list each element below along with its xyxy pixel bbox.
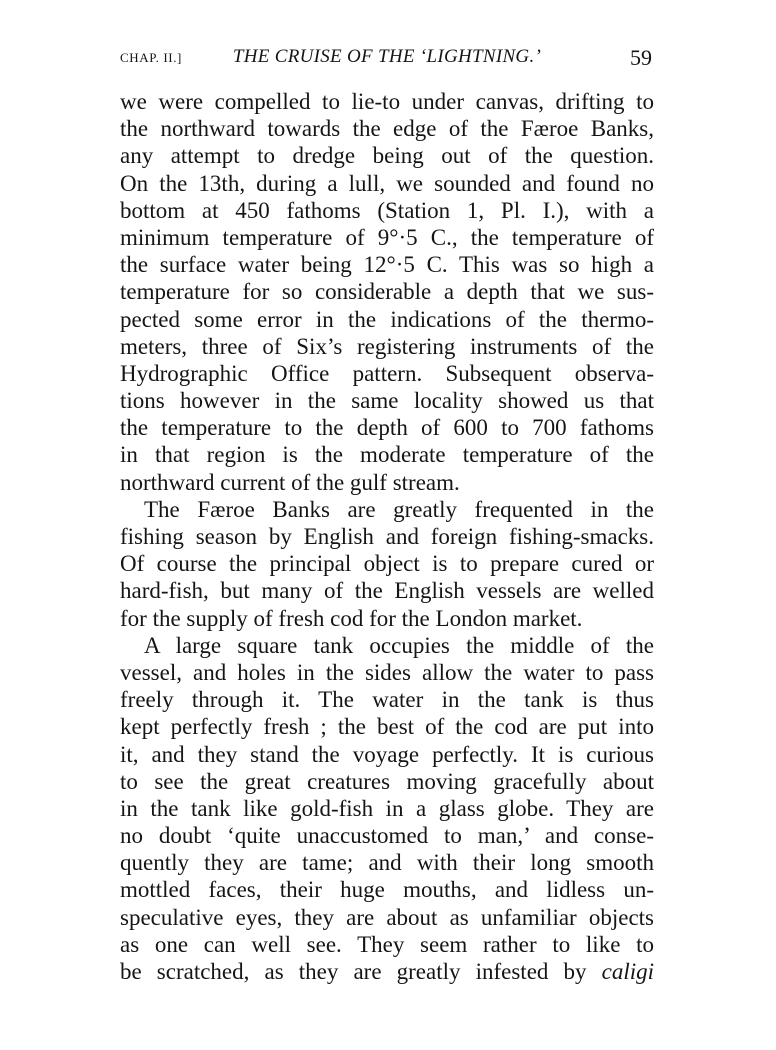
text-line: meters, three of Six’s registering instruments of the	[120, 333, 654, 359]
text-line: kept perfectly fresh ; the best of the cod are put into	[120, 714, 654, 740]
text-line: northward current of the gulf stream.	[120, 469, 460, 495]
chapter-label: CHAP. II.]	[120, 50, 182, 65]
paragraph-3	[120, 632, 654, 985]
text-line: A large square tank occupies the middle of the	[144, 632, 654, 658]
text-line: hard-fish, but many of the English vessels are welled	[120, 578, 654, 604]
text-line: for the supply of fresh cod for the London market.	[120, 605, 583, 631]
text-line: bottom at 450 fathoms (Station 1, Pl. I.), with a	[120, 197, 654, 223]
page-number: 59	[630, 45, 652, 70]
text-line-final-roman: be scratched, as they are greatly infested by	[120, 959, 587, 984]
text-line: speculative eyes, they are about as unfamiliar objects	[120, 904, 654, 930]
text-line: the temperature to the depth of 600 to 700 fathoms	[120, 415, 654, 441]
text-line: vessel, and holes in the sides allow the water to pass	[120, 659, 654, 685]
text-line: Of course the principal object is to prepare cured or	[120, 551, 654, 577]
text-line-final	[120, 958, 654, 985]
text-line: any attempt to dredge being out of the question.	[120, 143, 654, 169]
text-line: freely through it. The water in the tank is thus	[120, 687, 654, 713]
body-text	[120, 88, 654, 985]
running-header	[120, 46, 654, 74]
text-line: as one can well see. They seem rather to like to	[120, 931, 654, 957]
text-line: quently they are tame; and with their long smooth	[120, 850, 654, 876]
text-line: mottled faces, their huge mouths, and lidless un-	[120, 877, 654, 903]
text-line: to see the great creatures moving gracefully about	[120, 768, 654, 794]
text-line: minimum temperature of 9°·5 C., the temperature of	[120, 224, 654, 250]
text-line: no doubt ‘quite unaccustomed to man,’ and conse-	[120, 823, 654, 849]
text-line: pected some error in the indications of the thermo-	[120, 306, 654, 332]
text-line: the surface water being 12°·5 C. This was so high a	[120, 252, 654, 278]
text-line: fishing season by English and foreign fishing-smacks.	[120, 524, 654, 549]
text-line: it, and they stand the voyage perfectly. It is curious	[120, 741, 654, 767]
italic-word: caligi	[601, 959, 655, 984]
text-line: temperature for so considerable a depth that we sus-	[120, 279, 654, 305]
text-line: we were compelled to lie-to under canvas, drifting to	[120, 89, 654, 114]
text-line: Hydrographic Office pattern. Subsequent observa-	[120, 360, 654, 386]
text-line: in the tank like gold-fish in a glass globe. They are	[120, 795, 654, 821]
running-title: THE CRUISE OF THE ‘LIGHTNING.’	[232, 46, 542, 67]
text-line: in that region is the moderate temperature of the	[120, 442, 654, 468]
text-line: On the 13th, during a lull, we sounded and found no	[120, 170, 654, 196]
paragraph-2	[120, 496, 654, 632]
text-line: tions however in the same locality showed us that	[120, 388, 654, 414]
text-line: the northward towards the edge of the Færoe Banks,	[120, 116, 654, 142]
text-line: The Færoe Banks are greatly frequented in the	[144, 496, 654, 522]
paragraph-1	[120, 88, 654, 496]
